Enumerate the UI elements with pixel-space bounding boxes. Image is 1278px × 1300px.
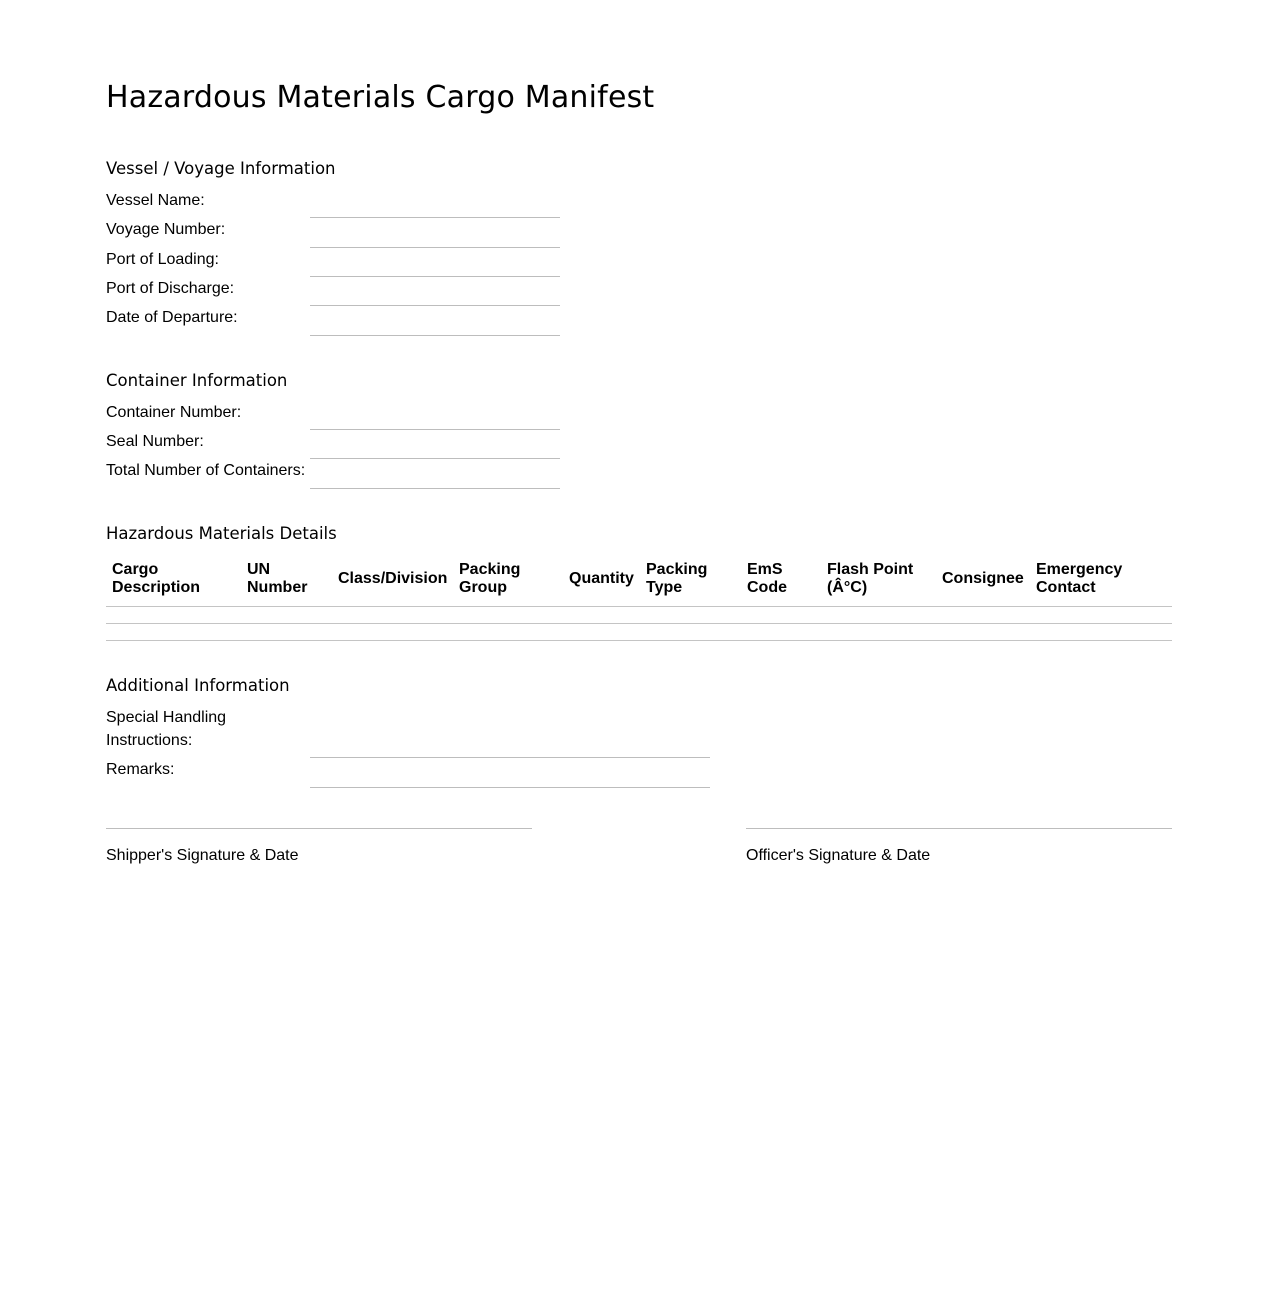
container-number-field[interactable] <box>310 429 560 430</box>
column-header-emergency-contact: Emergency Contact <box>1036 561 1123 596</box>
container-number-label: Container Number: <box>106 404 242 421</box>
port-of-loading-field[interactable] <box>310 276 560 277</box>
table-header-rule <box>106 606 1172 607</box>
port-of-discharge-label: Port of Discharge: <box>106 280 235 297</box>
container-section-heading: Container Information <box>106 371 288 390</box>
column-header-quantity: Quantity <box>569 570 634 587</box>
officer-signature-label: Officer's Signature & Date <box>746 847 931 864</box>
voyage-number-label: Voyage Number: <box>106 221 226 238</box>
port-of-discharge-field[interactable] <box>310 305 560 306</box>
hazmat-section-heading: Hazardous Materials Details <box>106 524 337 543</box>
voyage-number-field[interactable] <box>310 247 560 248</box>
table-row[interactable] <box>106 623 1172 624</box>
column-header-packing-group: Packing Group <box>459 561 521 596</box>
special-handling-field[interactable] <box>310 757 710 758</box>
shipper-signature-label: Shipper's Signature & Date <box>106 847 299 864</box>
remarks-label: Remarks: <box>106 761 175 778</box>
shipper-signature-line[interactable] <box>106 828 532 829</box>
column-header-cargo-description: Cargo Description <box>112 561 201 596</box>
date-of-departure-field[interactable] <box>310 335 560 336</box>
date-of-departure-label: Date of Departure: <box>106 309 238 326</box>
seal-number-field[interactable] <box>310 458 560 459</box>
column-header-ems-code: EmS Code <box>747 561 787 596</box>
seal-number-label: Seal Number: <box>106 433 204 450</box>
total-containers-field[interactable] <box>310 488 560 489</box>
port-of-loading-label: Port of Loading: <box>106 251 219 268</box>
total-containers-label: Total Number of Containers: <box>106 462 306 479</box>
column-header-packing-type: Packing Type <box>646 561 708 596</box>
remarks-field[interactable] <box>310 787 710 788</box>
column-header-class-division: Class/Division <box>338 570 448 587</box>
page-title: Hazardous Materials Cargo Manifest <box>106 80 655 115</box>
column-header-consignee: Consignee <box>942 570 1024 587</box>
officer-signature-line[interactable] <box>746 828 1172 829</box>
table-row[interactable] <box>106 640 1172 641</box>
special-handling-label: Special Handling Instructions: <box>106 709 227 749</box>
vessel-name-label: Vessel Name: <box>106 192 205 209</box>
vessel-section-heading: Vessel / Voyage Information <box>106 159 336 178</box>
vessel-name-field[interactable] <box>310 217 560 218</box>
additional-section-heading: Additional Information <box>106 676 290 695</box>
column-header-un-number: UN Number <box>247 561 308 596</box>
column-header-flash-point: Flash Point (Â°C) <box>827 561 914 596</box>
